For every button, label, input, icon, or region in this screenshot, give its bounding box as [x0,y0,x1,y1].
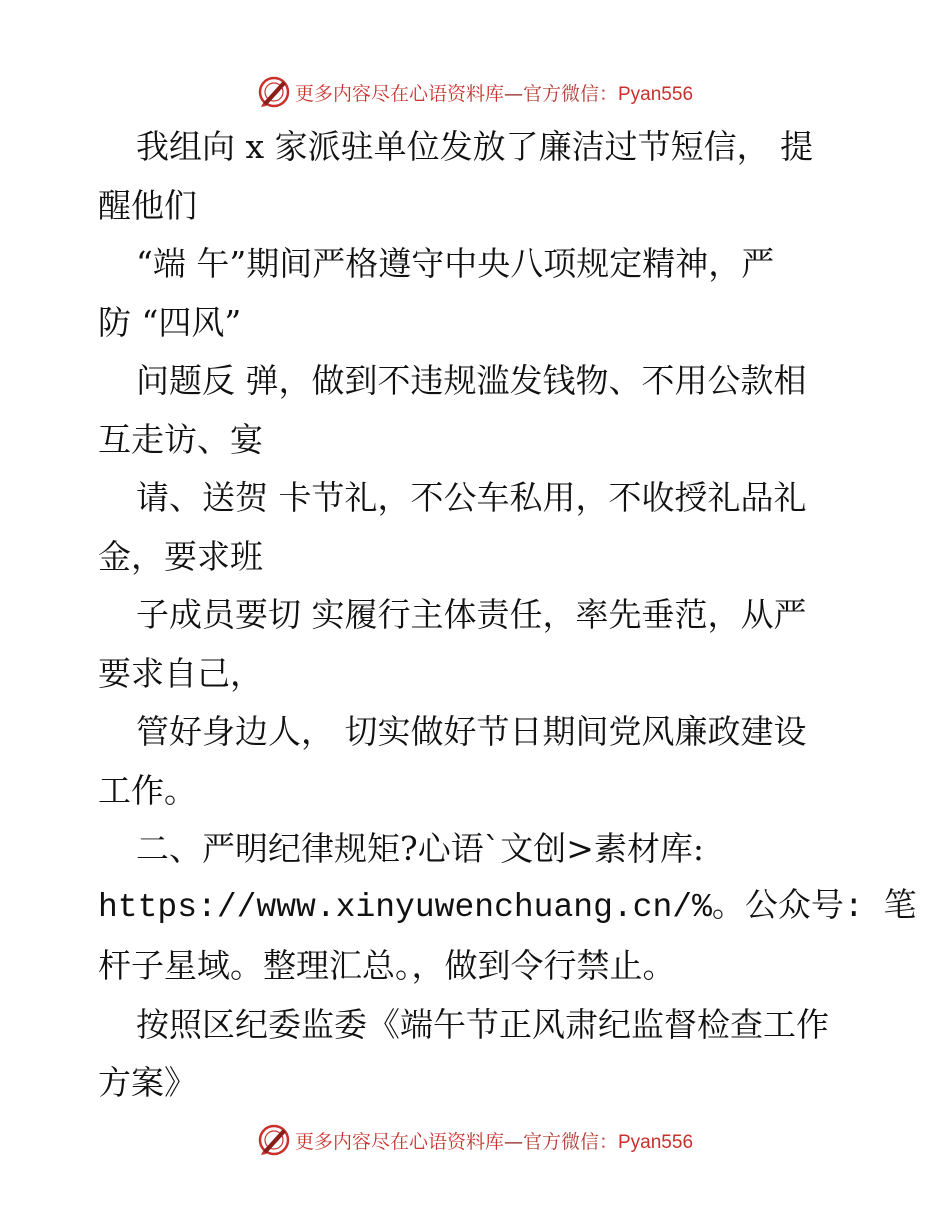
body-line: 管好身边人， 切实做好节日期间党风廉政建设 [136,712,807,751]
body-line: 按照区纪委监委《端午节正风肃纪监督检查工作 [136,1004,829,1044]
footer-banner [0,1120,950,1160]
body-line: 金，要求班 [98,536,263,576]
body-line-url: https://www.xinyuwenchuang.cn/%。公众号: 笔 [98,888,917,926]
header-banner [0,72,950,112]
body-text [98,118,917,1113]
body-line: 子成员要切 实履行主体责任，率先垂范，从严 [136,595,807,634]
wechat-handle: Pyan556 [618,1131,694,1153]
banner-text [295,1127,693,1154]
wechat-handle: Pyan556 [618,83,694,105]
body-line: 问题反 弹，做到不违规滥发钱物、不用公款相 [136,361,807,400]
body-line: 互走访、宴 [98,419,263,459]
pen-seal-icon [257,75,291,109]
body-line: 我组向 x 家派驻单位发放了廉洁过节短信， 提 [136,127,814,166]
official-label: 官方微信： [522,82,618,105]
promo-text: 更多内容尽在心语资料库 [294,82,504,105]
body-line: 杆子星域。整理汇总。，做到令行禁止。 [98,946,676,985]
body-line: 工作。 [98,770,197,810]
banner-separator: — [503,82,523,105]
body-line: 方案》 [98,1063,197,1102]
body-line: 醒他们 [98,185,197,225]
pen-seal-icon [257,1123,291,1157]
banner-text [295,79,693,106]
body-line: 防 “四风” [98,302,242,342]
body-line: 请、送贺 卡节礼，不公车私用，不收授礼品礼 [136,478,807,517]
banner-separator: — [503,1130,523,1153]
body-line: 二、严明纪律规矩?心语`文创>素材库: [136,829,704,868]
promo-text: 更多内容尽在心语资料库 [294,1130,504,1153]
official-label: 官方微信： [522,1130,618,1153]
body-line: “端 午”期间严格遵守中央八项规定精神，严 [136,244,775,283]
body-line: 要求自己， [98,653,263,693]
